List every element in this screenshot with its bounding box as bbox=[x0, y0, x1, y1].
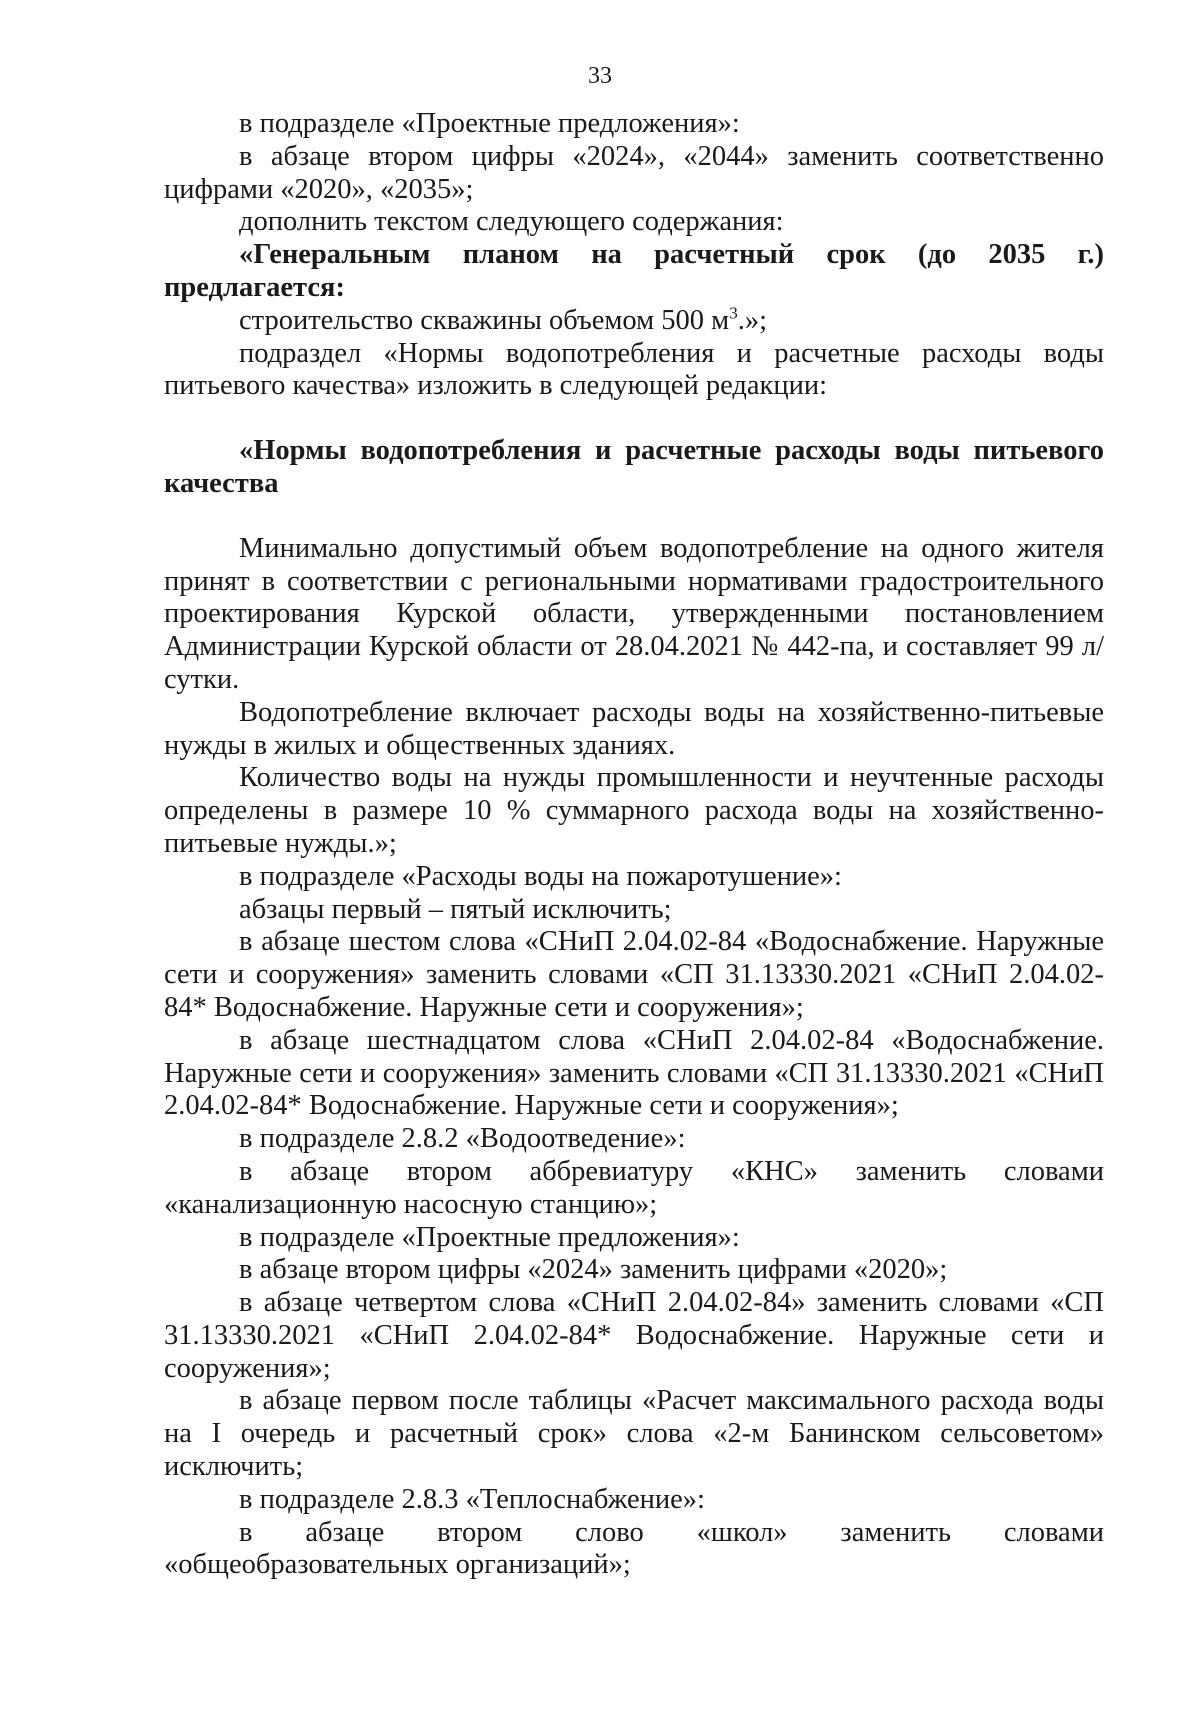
paragraph: в подразделе «Проектные предложения»: bbox=[239, 1221, 740, 1253]
paragraph: в абзаце втором цифры «2024», «2044» заменить соответственно цифрами «2020», «2035»; bbox=[164, 140, 1104, 205]
paragraph: в подразделе «Проектные предложения»: bbox=[239, 108, 740, 139]
paragraph: Количество воды на нужды промышленности и неучтенные расходы определены в размере 10 % суммарного расхода воды на хозяйственно-питьевые нужды.»; bbox=[164, 762, 1104, 859]
paragraph: абзацы первый – пятый исключить; bbox=[239, 893, 672, 925]
paragraph: в подразделе 2.8.3 «Теплоснабжение»: bbox=[239, 1483, 705, 1515]
superscript: 3 bbox=[729, 303, 738, 323]
paragraph: в абзаце шестом слова «СНиП 2.04.02-84 «Водоснабжение. Наружные сети и сооружения» заменить словами «СП 31.13330.2021 «СНиП 2.04.02-84* Водоснабжение. Наружные сети и сооружения»; bbox=[164, 926, 1104, 1023]
page-number: 33 bbox=[588, 63, 612, 89]
paragraph: подраздел «Нормы водопотребления и расчетные расходы воды питьевого качества» изложить в следующей редакции: bbox=[164, 337, 1104, 402]
paragraph: Минимально допустимый объем водопотребление на одного жителя принят в соответствии с региональными нормативами градостроительного проектирования Курской области, утвержденными постановлением Администрации Курской области от 28.04.2021 № 442-па, и составляет 99 л/сутки. bbox=[164, 532, 1104, 695]
paragraph: в абзаце четвертом слова «СНиП 2.04.02-84» заменить словами «СП 31.13330.2021 «СНиП 2.04.02-84* Водоснабжение. Наружные сети и сооружения»; bbox=[164, 1287, 1104, 1384]
paragraph: Водопотребление включает расходы воды на хозяйственно-питьевые нужды в жилых и общественных зданиях. bbox=[164, 696, 1104, 761]
paragraph: в подразделе «Расходы воды на пожаротушение»: bbox=[239, 860, 842, 892]
paragraph: в абзаце втором слово «школ» заменить словами «общеобразовательных организаций»; bbox=[164, 1516, 1104, 1581]
document-body bbox=[164, 108, 1104, 1582]
paragraph bbox=[164, 305, 1104, 338]
paragraph: в абзаце первом после таблицы «Расчет максимального расхода воды на I очередь и расчетный срок» слова «2-м Банинском сельсоветом» исключить; bbox=[164, 1385, 1104, 1483]
paragraph: в абзаце втором цифры «2024» заменить цифрами «2020»; bbox=[239, 1254, 948, 1286]
paragraph-text: .»; bbox=[737, 304, 768, 336]
paragraph: дополнить текстом следующего содержания: bbox=[239, 206, 784, 238]
bold-paragraph: «Генеральным планом на расчетный срок (до 2035 г.) предлагается: bbox=[164, 239, 1104, 303]
paragraph: в абзаце втором аббревиатуру «КНС» заменить словами «канализационную насосную станцию»; bbox=[164, 1155, 1104, 1220]
paragraph-text: строительство скважины объемом 500 м bbox=[239, 304, 730, 336]
paragraph: в подразделе 2.8.2 «Водоотведение»: bbox=[239, 1123, 686, 1155]
paragraph: в абзаце шестнадцатом слова «СНиП 2.04.02-84 «Водоснабжение. Наружные сети и сооружения» заменить словами «СП 31.13330.2021 «СНиП 2.04.02-84* Водоснабжение. Наружные сети и сооружения»; bbox=[164, 1024, 1104, 1122]
section-heading: «Нормы водопотребления и расчетные расходы воды питьевого качества bbox=[164, 435, 1104, 499]
